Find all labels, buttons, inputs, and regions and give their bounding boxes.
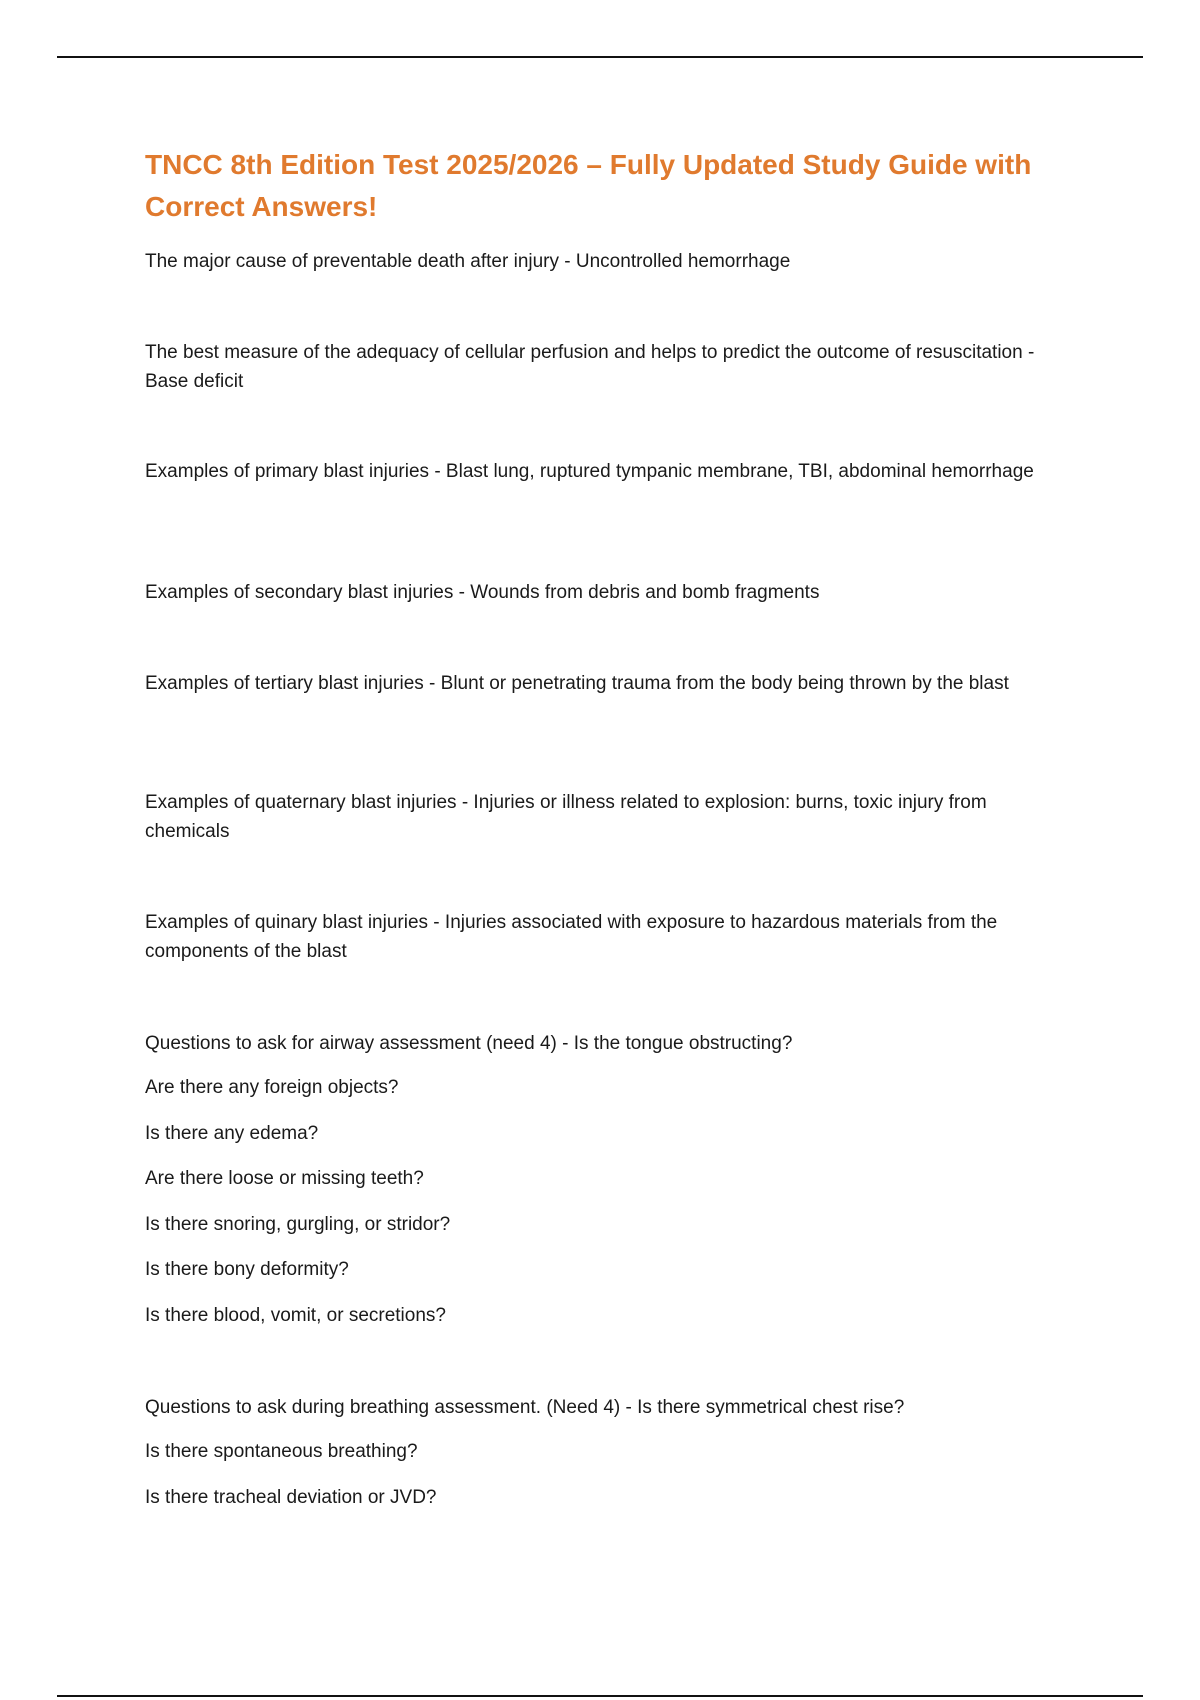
qa-entry-quaternary-blast: Examples of quaternary blast injuries - Injuries or illness related to explosion: burns, toxic injury from chemicals	[145, 792, 987, 842]
bottom-rule	[57, 1695, 1143, 1697]
page-title: TNCC 8th Edition Test 2025/2026 – Fully Updated Study Guide with Correct Answers!	[145, 149, 1032, 222]
qa-entry-quinary-blast: Examples of quinary blast injuries - Injuries associated with exposure to hazardous materials from the components of the blast	[145, 912, 998, 962]
breathing-question: Questions to ask during breathing assessment. (Need 4) - Is there symmetrical chest rise?	[145, 1397, 905, 1418]
top-rule	[57, 56, 1143, 58]
qa-entry-preventable-death: The major cause of preventable death after injury - Uncontrolled hemorrhage	[145, 251, 791, 272]
airway-answer-line: Is there snoring, gurgling, or stridor?	[145, 1214, 451, 1235]
breathing-answer-line: Is there spontaneous breathing?	[145, 1441, 418, 1462]
qa-entry-tertiary-blast: Examples of tertiary blast injuries - Blunt or penetrating trauma from the body being thrown by the blast	[145, 673, 1009, 694]
qa-entry-secondary-blast: Examples of secondary blast injuries - Wounds from debris and bomb fragments	[145, 582, 820, 603]
breathing-answer-line: Is there tracheal deviation or JVD?	[145, 1487, 437, 1508]
airway-question: Questions to ask for airway assessment (need 4) - Is the tongue obstructing?	[145, 1033, 793, 1054]
qa-entry-primary-blast: Examples of primary blast injuries - Blast lung, ruptured tympanic membrane, TBI, abdominal hemorrhage	[145, 461, 1034, 482]
airway-answer-line: Is there any edema?	[145, 1123, 319, 1144]
airway-answer-line: Is there blood, vomit, or secretions?	[145, 1305, 446, 1326]
qa-entry-base-deficit: The best measure of the adequacy of cellular perfusion and helps to predict the outcome of resuscitation - Base deficit	[145, 342, 1035, 392]
airway-answer-line: Are there any foreign objects?	[145, 1077, 399, 1098]
airway-answer-line: Is there bony deformity?	[145, 1259, 349, 1280]
airway-answer-line: Are there loose or missing teeth?	[145, 1168, 424, 1189]
